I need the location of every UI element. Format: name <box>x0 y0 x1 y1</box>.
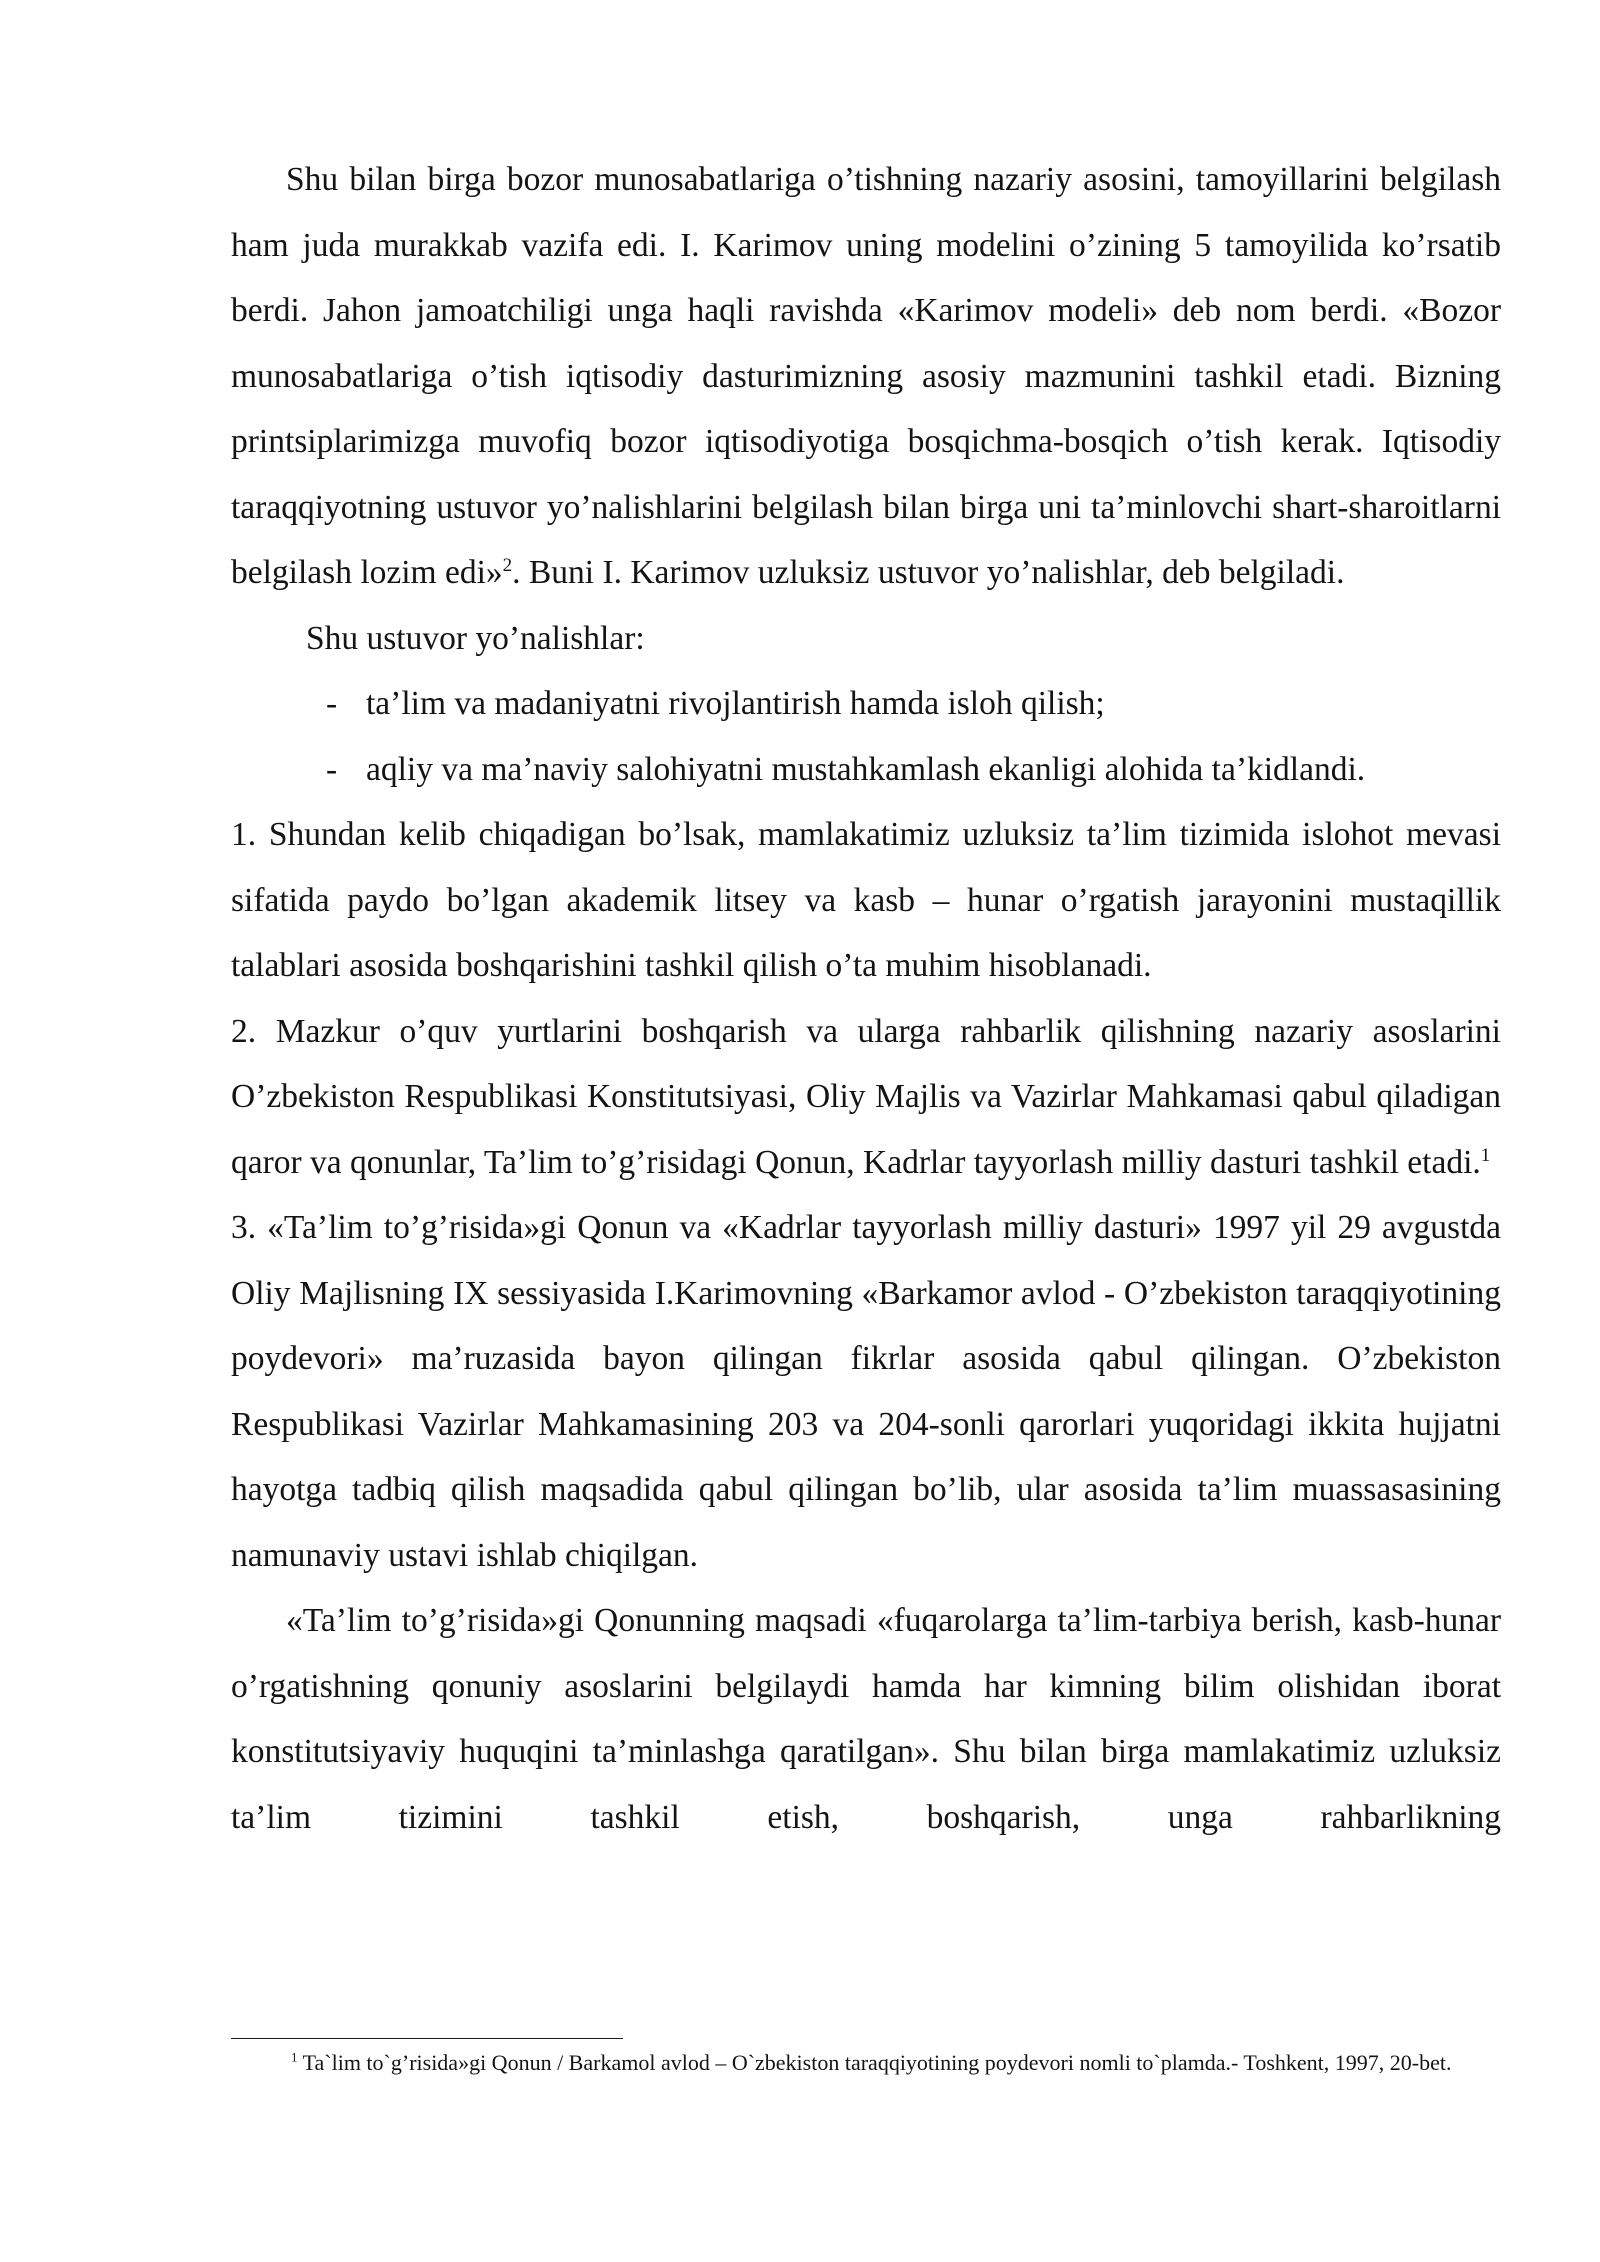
list-item-text: ta’lim va madaniyatni rivojlantirish hamda isloh qilish; <box>366 685 1105 722</box>
footnote-ref-2: 2 <box>502 554 513 576</box>
document-body <box>231 147 1501 1850</box>
footnote-marker: 1 <box>291 2049 298 2065</box>
footnote-separator <box>231 2038 623 2039</box>
numbered-item-3: 3. «Ta’lim to’g’risida»gi Qonun va «Kadrlar tayyorlash milliy dasturi» 1997 yil 29 avgustda Oliy Majlisning IX sessiyasida I.Karimovning «Barkamor avlod - O’zbekiston taraqqiyotining poydevori» ma’ruzasida bayon qilingan fikrlar asosida qabul qilingan. O’zbekiston Respublikasi Vazirlar Mahkamasining 203 va 204-sonli qarorlari yuqoridagi ikkita hujjatni hayotga tadbiq qilish maqsadida qabul qilingan bo’lib, ular asosida ta’lim muassasasining namunaviy ustavi ishlab chiqilgan. <box>231 1209 1501 1574</box>
list-item <box>231 737 1501 803</box>
footnote <box>231 2045 1501 2081</box>
footnote-text: Ta`lim to`g’risida»gi Qonun / Barkamol avlod – O`zbekiston taraqqiyotining poydevori nomli to`plamda.- Toshkent, 1997, 20-bet. <box>297 2050 1452 2075</box>
paragraph-law-purpose: «Ta’lim to’g’risida»gi Qonunning maqsadi «fuqarolarga ta’lim-tarbiya berish, kasb-hunar o’rgatishning qonuniy asoslarini belgilaydi hamda har kimning bilim olishidan iborat konstitutsiyaviy huquqini ta’minlashga qaratilgan». Shu bilan birga mamlakatimiz uzluksiz ta’lim tizimini tashkil etish, boshqarish, unga rahbarlikning <box>231 1602 1501 1836</box>
priorities-lead: Shu ustuvor yo’nalishlar: <box>306 619 645 657</box>
list-item <box>231 671 1501 737</box>
numbered-item-2 <box>231 999 1501 1196</box>
numbered-item-text: 2. Mazkur o’quv yurtlarini boshqarish va ularga rahbarlik qilishning nazariy asoslarini O’zbekiston Respublikasi Konstitutsiyasi, Oliy Majlis va Vazirlar Mahkamasi qabul qiladigan qaror va qonunlar, Ta’lim to’g’risidagi Qonun, Kadrlar tayyorlash milliy dasturi tashkil etadi. <box>231 1012 1501 1181</box>
list-item-text: aqliy va ma’naviy salohiyatni mustahkamlash ekanligi alohida ta’kidlandi. <box>366 750 1366 788</box>
footnote-ref-1: 1 <box>1480 1144 1491 1166</box>
paragraph-text: Shu bilan birga bozor munosabatlariga o’tishning nazariy asosini, tamoyillarini belgilash ham juda murakkab vazifa edi. I. Karimov uning modelini o’zining 5 tamoyilida ko’rsatib berdi. Jahon jamoatchiligi unga haqli ravishda «Karimov modeli» deb nom berdi. «Bozor munosabatlariga o’tish iqtisodiy dasturimizning asosiy mazmunini tashkil etadi. Bizning printsiplarimizga muvofiq bozor iqtisodiyotiga bosqichma-bosqich o’tish kerak. Iqtisodiy taraqqiyotning ustuvor yo’nalishlarini belgilash bilan birga uni ta’minlovchi shart-sharoitlarni belgilash lozim edi» <box>231 161 1501 591</box>
list-dash: - <box>326 685 338 722</box>
numbered-item-1: 1. Shundan kelib chiqadigan bo’lsak, mamlakatimiz uzluksiz ta’lim tizimida islohot mevasi sifatida paydo bo’lgan akademik litsey va kasb – hunar o’rgatish jarayonini mustaqillik talablari asosida boshqarishini tashkil qilish o’ta muhim hisoblanadi. <box>231 816 1501 984</box>
list-dash: - <box>326 750 338 788</box>
paragraph-text-tail: . Buni I. Karimov uzluksiz ustuvor yo’nalishlar, deb belgiladi. <box>512 554 1345 591</box>
paragraph-karimov-model <box>231 147 1501 606</box>
